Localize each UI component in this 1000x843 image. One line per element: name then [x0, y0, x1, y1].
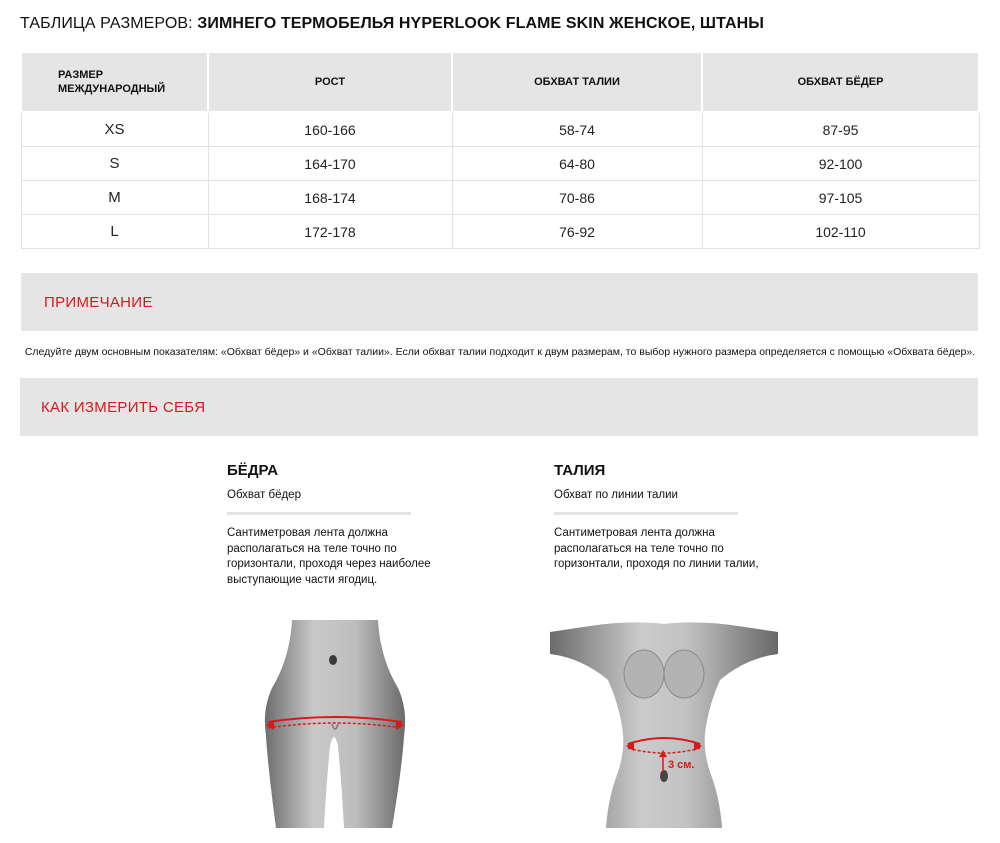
header-height: РОСТ — [208, 52, 452, 112]
header-waist: ОБХВАТ ТАЛИИ — [452, 52, 702, 112]
waist-divider — [554, 512, 738, 515]
cell-height: 160-166 — [208, 112, 452, 147]
note-text: Следуйте двум основным показателям: «Обхват бёдер» и «Обхват талии». Если обхват талии подходит к двум размерам, то выбор нужного размера определяется с помощью «Обхвата бёдер». — [24, 346, 976, 358]
waist-subtitle: Обхват по линии талии — [554, 489, 678, 501]
cell-size: XS — [21, 112, 208, 147]
cell-hips: 102-110 — [702, 215, 979, 249]
cell-hips: 97-105 — [702, 181, 979, 215]
page-title-prefix: ТАБЛИЦА РАЗМЕРОВ: — [20, 15, 198, 32]
cell-height: 164-170 — [208, 147, 452, 181]
cell-waist: 64-80 — [452, 147, 702, 181]
hips-subtitle: Обхват бёдер — [227, 489, 301, 501]
size-table-header — [21, 52, 979, 112]
note-section-bar — [21, 273, 978, 331]
size-table — [20, 51, 980, 249]
cell-hips: 92-100 — [702, 147, 979, 181]
cell-size: S — [21, 147, 208, 181]
table-row — [21, 147, 979, 181]
waist-title: ТАЛИЯ — [554, 462, 606, 479]
cell-waist: 70-86 — [452, 181, 702, 215]
navel-icon — [660, 770, 668, 782]
header-size-line1: РАЗМЕР — [58, 69, 104, 81]
header-hips: ОБХВАТ БЁДЕР — [702, 52, 979, 112]
page-title-product: ЗИМНЕГО ТЕРМОБЕЛЬЯ HYPERLOOK FLAME SKIN ЖЕНСКОЕ, ШТАНЫ — [197, 15, 765, 32]
mannequin-torso — [550, 622, 778, 828]
table-row — [21, 112, 979, 147]
table-row — [21, 181, 979, 215]
measure-section-bar — [20, 378, 978, 436]
hips-mannequin-illustration — [260, 618, 410, 828]
navel-icon — [329, 655, 337, 665]
hips-divider — [227, 512, 411, 515]
waist-description: Сантиметровая лента должна располагаться на теле точно по горизонтали, проходя по линии талии, — [554, 527, 759, 570]
cell-waist: 76-92 — [452, 215, 702, 249]
hips-description: Сантиметровая лента должна располагаться на теле точно по горизонтали, проходя через наиболее выступающие части ягодиц. — [227, 527, 431, 586]
hips-title: БЁДРА — [227, 462, 279, 479]
measure-heading: КАК ИЗМЕРИТЬ СЕБЯ — [41, 399, 206, 416]
cell-height: 172-178 — [208, 215, 452, 249]
offset-label: 3 см. — [668, 759, 695, 771]
cell-hips: 87-95 — [702, 112, 979, 147]
note-heading: ПРИМЕЧАНИЕ — [44, 294, 153, 311]
table-row — [21, 215, 979, 249]
mannequin-body — [265, 620, 405, 828]
waist-instructions — [554, 462, 794, 573]
cell-size: M — [21, 181, 208, 215]
waist-mannequin-illustration — [550, 622, 778, 828]
header-size — [21, 52, 208, 112]
header-size-line2: МЕЖДУНАРОДНЫЙ — [58, 83, 166, 95]
page-title — [20, 15, 764, 33]
cell-height: 168-174 — [208, 181, 452, 215]
cell-waist: 58-74 — [452, 112, 702, 147]
cell-size: L — [21, 215, 208, 249]
hips-instructions — [227, 462, 467, 588]
